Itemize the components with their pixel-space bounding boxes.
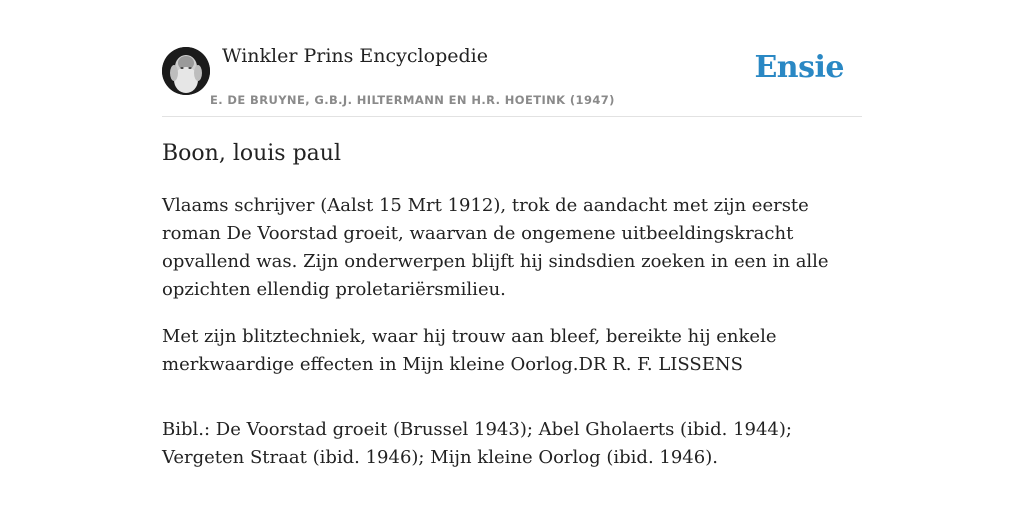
- article-paragraph: Vlaams schrijver (Aalst 15 Mrt 1912), trok de aandacht met zijn eerste roman De Voorstad groeit, waarvan de ongemene uitbeeldingskracht opvallend was. Zijn onderwerpen blijft hij sindsdien zoeken in een in alle opzichten ellendig proletariërsmilieu.: [162, 195, 829, 300]
- article-title: Boon, louis paul: [162, 141, 341, 166]
- bibliography: Bibl.: De Voorstad groeit (Brussel 1943); Abel Gholaerts (ibid. 1944); Vergeten Straat (ibid. 1946); Mijn kleine Oorlog (ibid. 1946).: [162, 419, 792, 468]
- article: [162, 138, 862, 491]
- source-header: [162, 0, 862, 117]
- author-avatar-icon[interactable]: [162, 47, 210, 95]
- source-title[interactable]: Winkler Prins Encyclopedie: [222, 45, 488, 67]
- source-authors: E. DE BRUYNE, G.B.J. HILTERMANN EN H.R. HOETINK (1947): [210, 93, 615, 107]
- article-paragraph: Met zijn blitztechniek, waar hij trouw aan bleef, bereikte hij enkele merkwaardige effecten in Mijn kleine Oorlog.DR R. F. LISSENS: [162, 326, 777, 375]
- ensie-logo-link[interactable]: Ensie: [754, 50, 844, 85]
